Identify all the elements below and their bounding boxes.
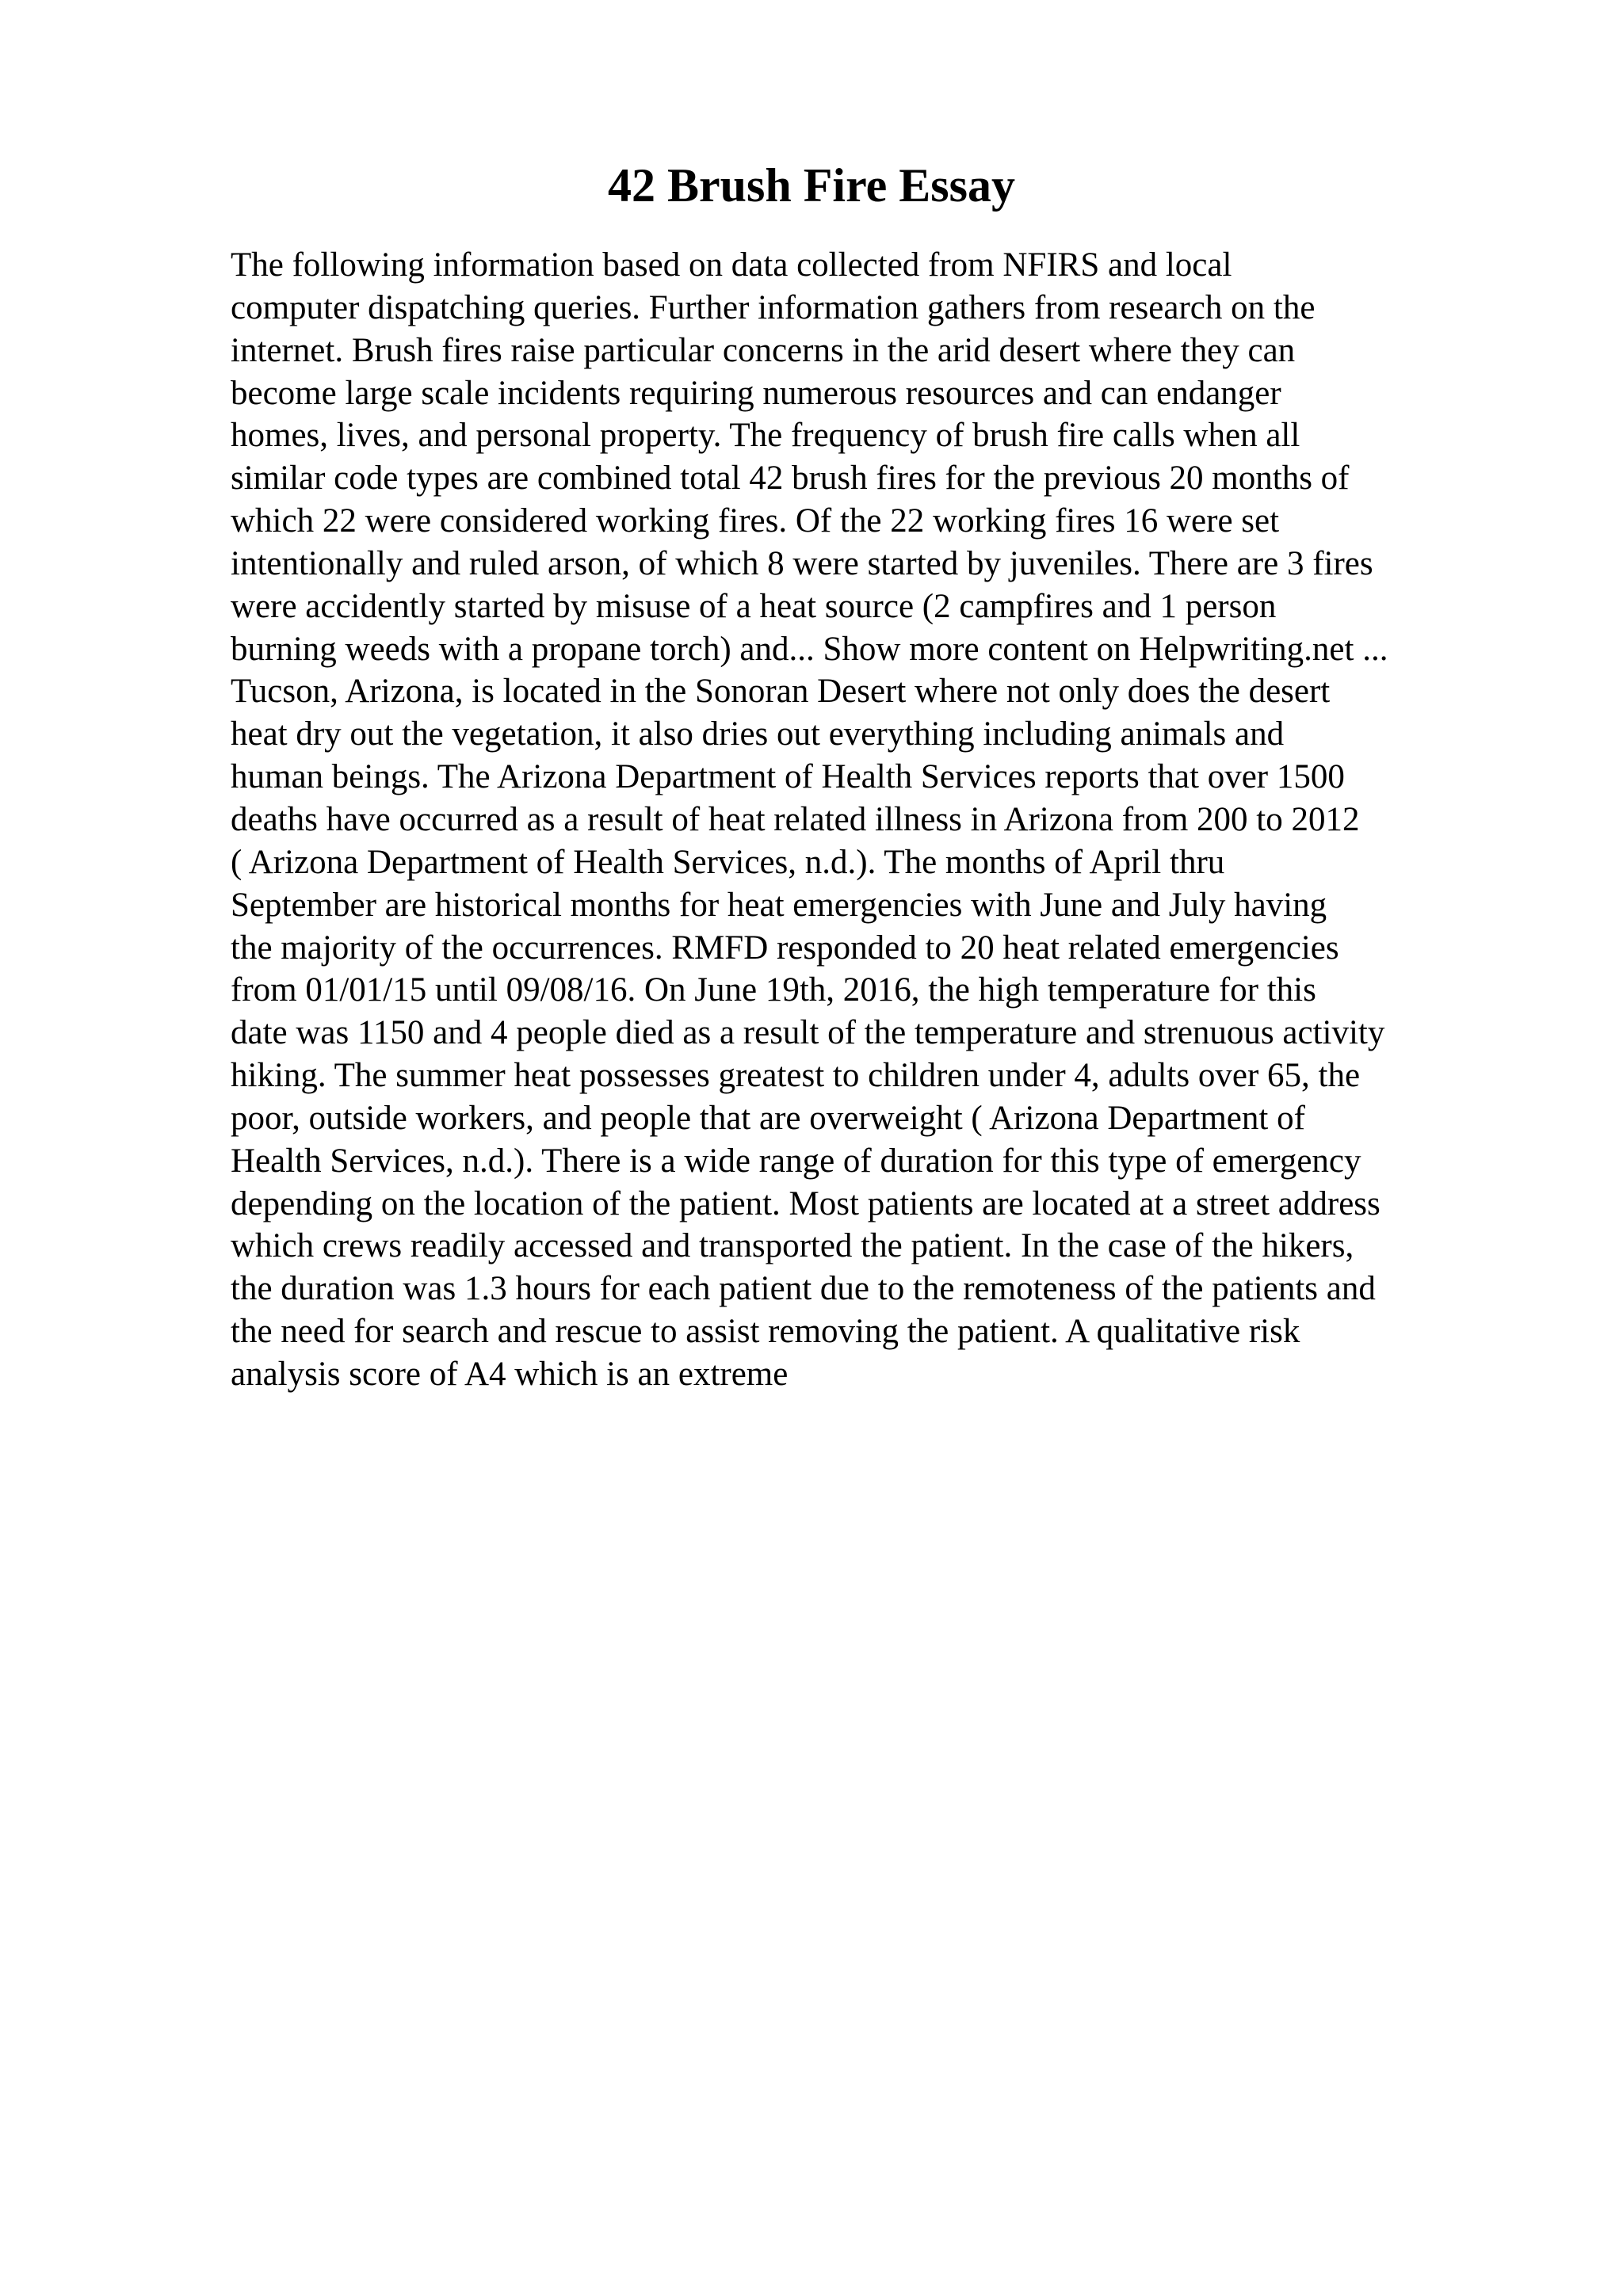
body-text-line: computer dispatching queries. Further information gathers from research on the <box>231 288 1316 326</box>
body-text-line: poor, outside workers, and people that are overweight ( Arizona Department of <box>231 1099 1305 1137</box>
body-text-line: the need for search and rescue to assist removing the patient. A qualitative risk <box>231 1313 1300 1351</box>
body-text-line: similar code types are combined total 42 brush fires for the previous 20 months of <box>231 460 1350 498</box>
body-text-line: which 22 were considered working fires. Of the 22 working fires 16 were set <box>231 502 1280 540</box>
body-text-line: The following information based on data collected from NFIRS and local <box>231 246 1232 284</box>
body-text-line: were accidently started by misuse of a heat source (2 campfires and 1 person <box>231 587 1277 625</box>
body-text-line: homes, lives, and personal property. The frequency of brush fire calls when all <box>231 417 1300 455</box>
body-text-line: internet. Brush fires raise particular concerns in the arid desert where they can <box>231 331 1296 369</box>
document-title: 42 Brush Fire Essay <box>608 159 1015 212</box>
body-text-line: become large scale incidents requiring numerous resources and can endanger <box>231 374 1281 412</box>
body-text-line: Tucson, Arizona, is located in the Sonoran Desert where not only does the desert <box>231 673 1331 711</box>
document-body <box>231 244 1499 1396</box>
body-text-line: September are historical months for heat emergencies with June and July having <box>231 886 1327 924</box>
body-text-line: the majority of the occurrences. RMFD responded to 20 heat related emergencies <box>231 929 1339 967</box>
body-text-line: the duration was 1.3 hours for each patient due to the remoteness of the patients and <box>231 1270 1376 1308</box>
body-text-line: heat dry out the vegetation, it also dries out everything including animals and <box>231 715 1285 753</box>
body-text-line: which crews readily accessed and transported the patient. In the case of the hikers, <box>231 1227 1354 1265</box>
body-text-line: date was 1150 and 4 people died as a result of the temperature and strenuous activity <box>231 1014 1385 1052</box>
body-text-line: analysis score of A4 which is an extreme <box>231 1355 789 1393</box>
body-text-line: burning weeds with a propane torch) and... Show more content on Helpwriting.net ... <box>231 630 1388 668</box>
body-text-line: deaths have occurred as a result of heat related illness in Arizona from 200 to 2012 <box>231 800 1360 838</box>
body-text-line: depending on the location of the patient. Most patients are located at a street address <box>231 1184 1381 1222</box>
body-text-line: human beings. The Arizona Department of Health Services reports that over 1500 <box>231 758 1345 796</box>
body-text-line: intentionally and ruled arson, of which 8 were started by juveniles. There are 3 fires <box>231 544 1373 582</box>
body-text-line: Health Services, n.d.). There is a wide range of duration for this type of emergency <box>231 1142 1361 1180</box>
body-text-line: from 01/01/15 until 09/08/16. On June 19th, 2016, the high temperature for this <box>231 971 1316 1009</box>
body-text-line: ( Arizona Department of Health Services, n.d.). The months of April thru <box>231 843 1225 881</box>
body-text-line: hiking. The summer heat possesses greatest to children under 4, adults over 65, the <box>231 1057 1361 1095</box>
